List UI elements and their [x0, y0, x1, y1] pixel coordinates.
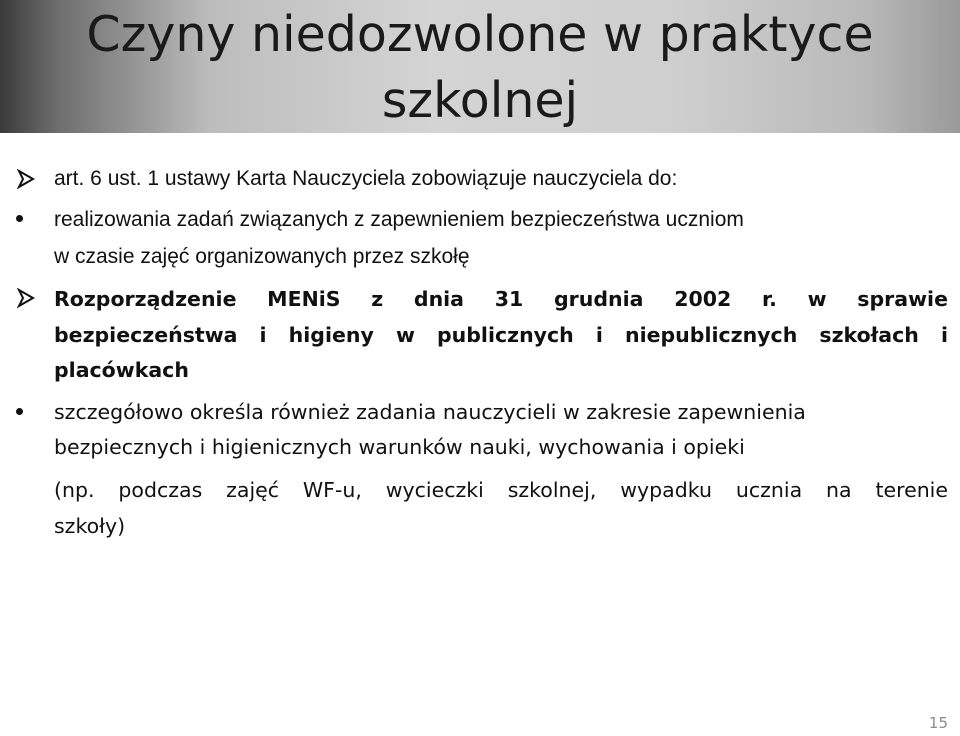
arrow-bullet-icon	[16, 288, 36, 308]
point-rozporzadzenie-line-2: bezpieczeństwa i higieny w publicznych i niepublicznych szkołach i	[54, 323, 948, 347]
bullet-zadania-line-1: realizowania zadań związanych z zapewnieniem bezpieczeństwa uczniom	[54, 208, 744, 231]
arrow-bullet-icon	[16, 169, 36, 189]
point-karta-nauczyciela: art. 6 ust. 1 ustawy Karta Nauczyciela zobowiązuje nauczyciela do:	[54, 167, 678, 190]
example-paragraph-line-1: (np. podczas zajęć WF-u, wycieczki szkolnej, wypadku ucznia na terenie	[54, 478, 948, 502]
title-line-2: szkolnej	[381, 72, 579, 129]
bullet-szczegolowo-line-2: bezpiecznych i higienicznych warunków nauki, wychowania i opieki	[54, 435, 745, 459]
bullet-zadania-line-2: w czasie zajęć organizowanych przez szkołę	[54, 245, 470, 268]
round-bullet-icon	[16, 215, 23, 222]
slide-title	[0, 2, 960, 134]
page-number: 15	[928, 714, 948, 732]
point-rozporzadzenie-line-1: Rozporządzenie MENiS z dnia 31 grudnia 2002 r. w sprawie	[54, 287, 948, 311]
title-band	[0, 0, 960, 133]
point-rozporzadzenie-line-3: placówkach	[54, 358, 189, 382]
title-line-1: Czyny niedozwolone w praktyce	[86, 6, 874, 63]
example-paragraph-line-2: szkoły)	[54, 514, 126, 538]
round-bullet-icon	[16, 408, 23, 415]
bullet-szczegolowo-line-1: szczegółowo określa również zadania nauczycieli w zakresie zapewnienia	[54, 400, 806, 424]
